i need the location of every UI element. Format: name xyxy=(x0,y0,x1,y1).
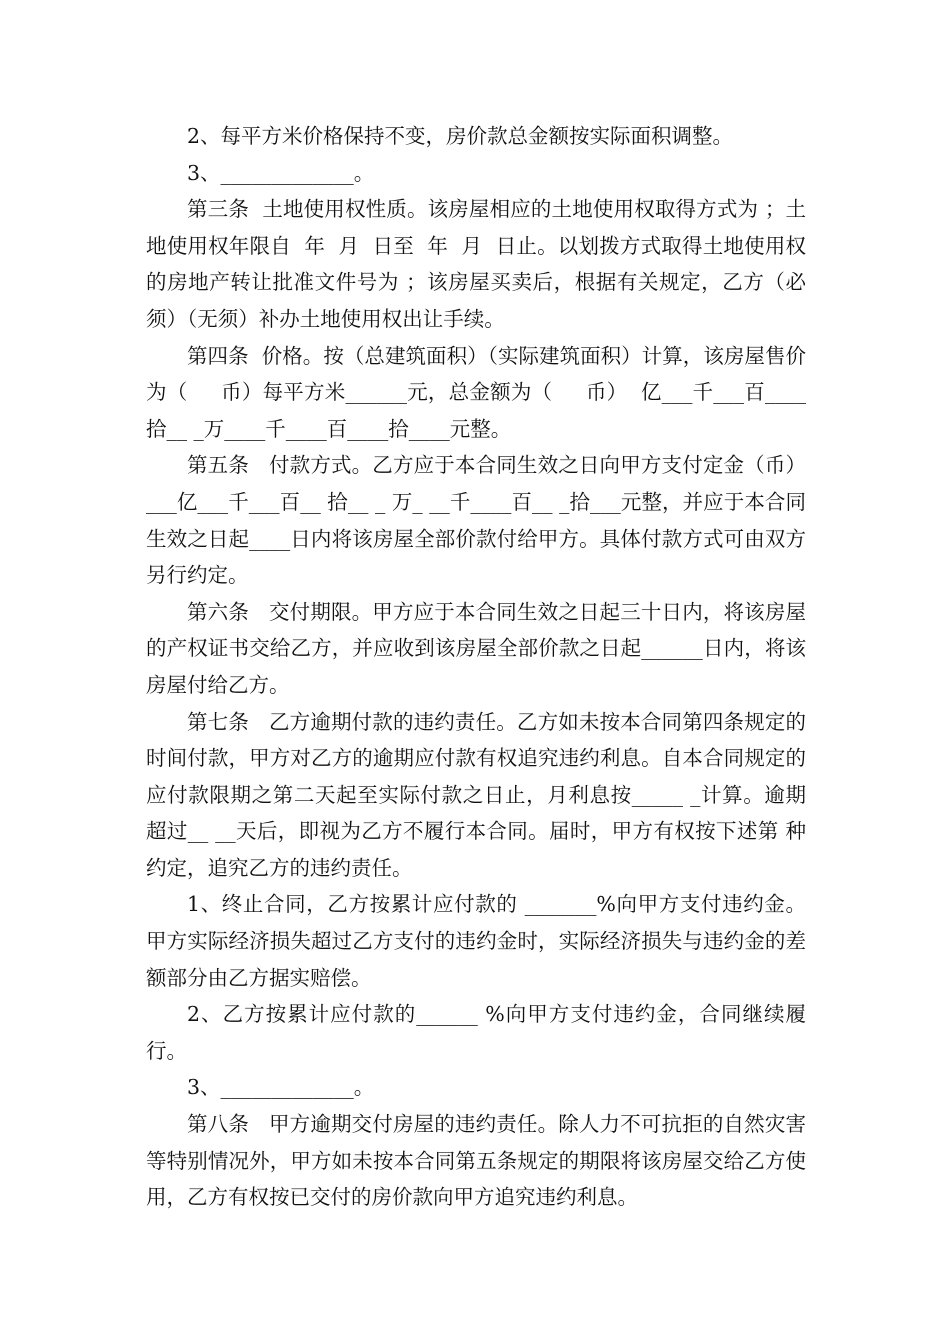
article-3-land-use: 第三条 土地使用权性质。该房屋相应的土地使用权取得方式为 ；土地使用权年限自 年 月 日至 年 月 日止。以划拨方式取得土地使用权的房地产转让批准文件号为 ；该房屋买卖后，根据有关规定，乙方（必须）（无须）补办土地使用权出让手续。 xyxy=(146,197,806,331)
article-6-delivery: 第六条 交付期限。甲方应于本合同生效之日起三十日内，将该房屋的产权证书交给乙方，并应收到该房屋全部价款之日起______日内，将该房屋付给乙方。 xyxy=(146,599,806,697)
clause-1-terminate: 1、终止合同，乙方按累计应付款的 _______%向甲方支付违约金。甲方实际经济损失超过乙方支付的违约金时，实际经济损失与违约金的差额部分由乙方据实赔偿。 xyxy=(146,892,806,990)
document-page xyxy=(146,118,806,1216)
clause-3-blank-2: 3、_____________。 xyxy=(187,1075,375,1100)
article-7-late-payment: 第七条 乙方逾期付款的违约责任。乙方如未按本合同第四条规定的时间付款，甲方对乙方的逾期应付款有权追究违约利息。自本合同规定的应付款限期之第二天起至实际付款之日止，月利息按_____ _计算。逾期超过__ __天后，即视为乙方不履行本合同。届时，甲方有权按下述第 种约定，追究乙方的违约责任。 xyxy=(146,709,806,880)
clause-3-blank: 3、_____________。 xyxy=(187,160,375,185)
clause-2-price-unchanged: 2、每平方米价格保持不变，房价款总金额按实际面积调整。 xyxy=(187,124,734,148)
article-8-late-delivery: 第八条 甲方逾期交付房屋的违约责任。除人力不可抗拒的自然灾害等特别情况外，甲方如未按本合同第五条规定的期限将该房屋交给乙方使用，乙方有权按已交付的房价款向甲方追究违约利息。 xyxy=(146,1112,806,1210)
article-4-price: 第四条 价格。按（总建筑面积）（实际建筑面积）计算，该房屋售价为（ 币）每平方米______元，总金额为（ 币） 亿___千___百____拾__ _万____千____百____拾____元整。 xyxy=(146,343,806,441)
clause-2-continue: 2、乙方按累计应付款的______ %向甲方支付违约金，合同继续履行。 xyxy=(146,1002,806,1063)
article-5-payment: 第五条 付款方式。乙方应于本合同生效之日向甲方支付定金（币）___亿___千___百__ 拾__ _ 万_ __千____百__ _拾___元整，并应于本合同生效之日起____日内将该房屋全部价款付给甲方。具体付款方式可由双方另行约定。 xyxy=(146,453,806,588)
